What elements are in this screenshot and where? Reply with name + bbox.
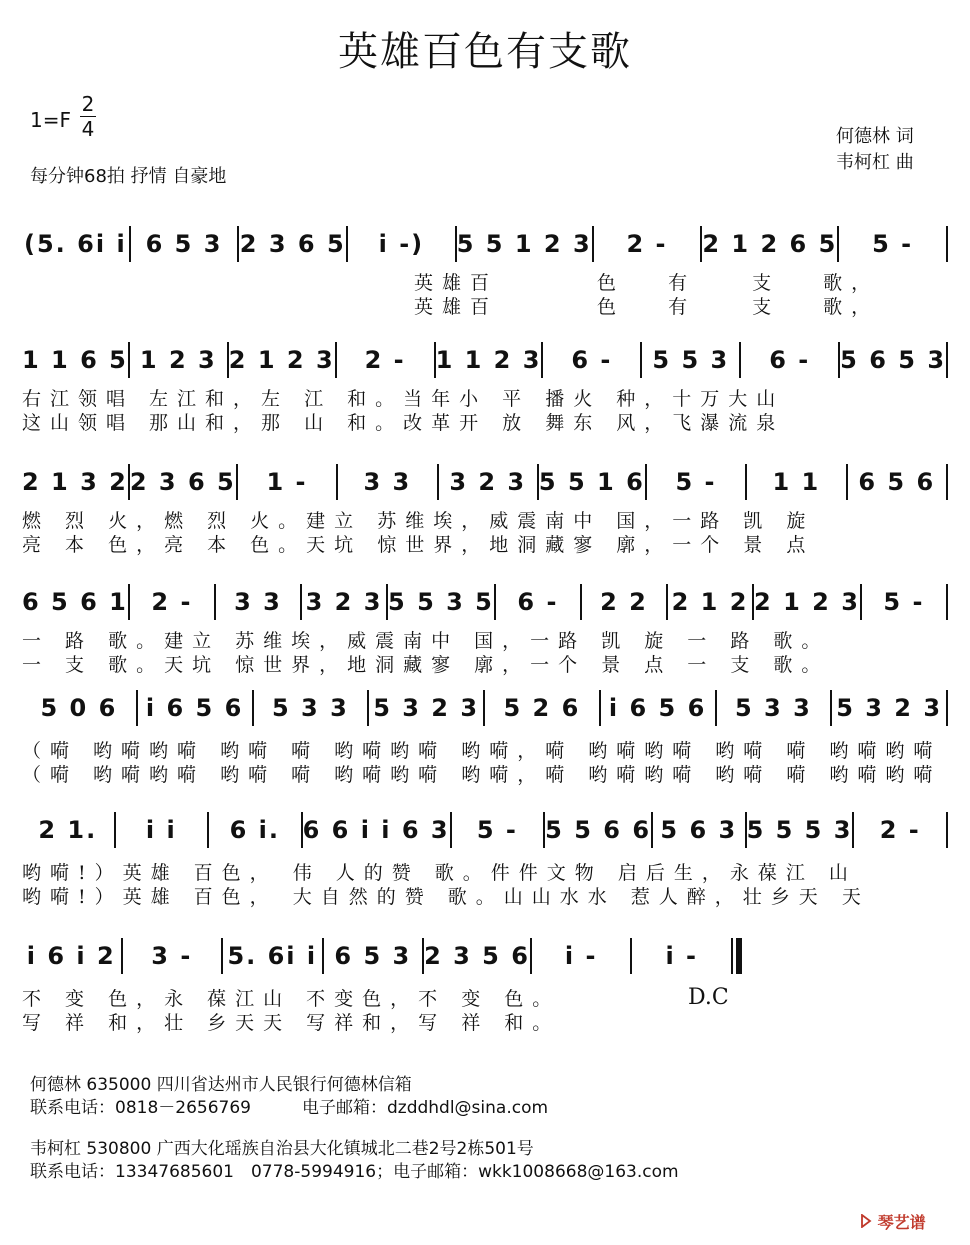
lyric-verse-1: （嗬 哟嗬哟嗬 哟嗬 嗬 哟嗬哟嗬 哟嗬，嗬 哟嗬哟嗬 哟嗬 嗬 哟嗬哟嗬 [22, 740, 942, 762]
time-top: 2 [81, 92, 95, 116]
measure: 5 5 3 5 [388, 588, 494, 616]
measure: 5 - [675, 468, 717, 496]
lyric-verse-2: 哟嗬!）英雄 百色， 大自然的赞 歌。山山水水 惹人醉，壮乡天 天 [22, 886, 870, 908]
notation-line [22, 580, 948, 624]
measure: i - [564, 942, 598, 970]
time-signature [80, 92, 96, 141]
measure: 2 - [879, 816, 921, 844]
measure: 5 5 5 3 [746, 816, 853, 844]
measure: 2 1 2 3 [754, 588, 860, 616]
notation-line [22, 934, 742, 978]
notation-line [22, 686, 948, 730]
measure: 5 2 6 [503, 694, 581, 722]
measure: 6 - [571, 346, 613, 374]
measure: 5 3 2 3 [836, 694, 943, 722]
contact-composer-phone: 联系电话：13347685601 0778-5994916；电子邮箱：wkk1008668@163.com [30, 1162, 679, 1182]
measure: 3 2 3 [305, 588, 383, 616]
site-logo [860, 1210, 926, 1233]
lyric-verse-2: 写 祥 和，壮 乡天天 写祥和，写 祥 和。 [22, 1012, 561, 1034]
measure: 5 5 1 6 [538, 468, 645, 496]
contact-lyricist-phone: 联系电话：0818－2656769 电子邮箱：dzddhdl@sina.com [30, 1098, 549, 1118]
lyric-verse-1: 右江领唱 左江和，左 江 和。当年小 平 播火 种，十万大山 [22, 388, 785, 410]
measure: i 6 5 6 [145, 694, 244, 722]
measure: 2 1 2 3 [228, 346, 335, 374]
measure: 5 0 6 [40, 694, 118, 722]
contact-composer-address: 韦柯杠 530800 广西大化瑶族自治县大化镇城北二巷2号2栋501号 [30, 1139, 534, 1159]
logo-icon [860, 1214, 872, 1228]
barline [946, 342, 948, 378]
measure: 5 - [476, 816, 518, 844]
notation-line [22, 808, 948, 852]
measure: 5 3 3 [734, 694, 812, 722]
lyric-verse-1: 燃 烈 火，燃 烈 火。建立 苏维埃，威震南中 国，一路 凯 旋 [22, 510, 815, 532]
measure: 5 3 2 3 [373, 694, 480, 722]
time-bottom: 4 [81, 117, 95, 141]
contact-lyricist-address: 何德林 635000 四川省达州市人民银行何德林信箱 [30, 1075, 412, 1095]
notation-line [22, 338, 948, 382]
measure: 1 1 6 5 [22, 346, 128, 374]
measure: 6 - [769, 346, 811, 374]
lyric-verse-2: 亮 本 色，亮 本 色。天坑 惊世界，地洞藏寥 廓，一个 景 点 [22, 534, 815, 556]
measure: 5 - [883, 588, 925, 616]
song-title: 英雄百色有支歌 [338, 29, 632, 75]
lyric-verse-2: （嗬 哟嗬哟嗬 哟嗬 嗬 哟嗬哟嗬 哟嗬，嗬 哟嗬哟嗬 哟嗬 嗬 哟嗬哟嗬 [22, 764, 942, 786]
lyric-verse-1: 不 变 色，永 葆江山 不变色，不 变 色。 [22, 988, 561, 1010]
measure: 2 - [151, 588, 193, 616]
measure: 6 5 6 1 [22, 588, 128, 616]
measure: 5 5 6 6 [545, 816, 652, 844]
lyric-verse-1: 英雄百 色 有 支 歌， [22, 272, 880, 294]
measure: 1 - [266, 468, 308, 496]
measure: 5 6 3 [660, 816, 738, 844]
measure: 2 3 5 6 [424, 942, 530, 970]
measure: 5 5 3 [652, 346, 730, 374]
measure: 2 3 6 5 [239, 230, 346, 258]
da-capo-mark: D.C [688, 985, 729, 1010]
measure: (5. 6i i [24, 230, 127, 258]
lyric-verse-2: 一 支 歌。天坑 惊世界，地洞藏寥 廓，一个 景 点 一 支 歌。 [22, 654, 830, 676]
lyricist-credit: 何德林 词 [836, 126, 914, 147]
key-signature: 1=F [30, 108, 71, 132]
measure: 3 2 3 [449, 468, 527, 496]
measure: 1 2 3 [139, 346, 217, 374]
measure: i 6 i 2 [26, 942, 116, 970]
measure: 2 - [626, 230, 668, 258]
lyric-verse-1: 一 路 歌。建立 苏维埃，威震南中 国，一路 凯 旋 一 路 歌。 [22, 630, 830, 652]
measure: 1 1 [772, 468, 821, 496]
tempo-marking: 每分钟68拍 抒情 自豪地 [30, 166, 227, 187]
measure: i - [665, 942, 698, 970]
measure: 3 3 [363, 468, 412, 496]
measure: 6 i. [229, 816, 281, 844]
measure: 2 1 3 2 [22, 468, 128, 496]
barline [946, 690, 948, 726]
measure: 2 1. [38, 816, 98, 844]
barline [946, 584, 948, 620]
logo-text: 琴艺谱 [877, 1213, 926, 1232]
measure: 3 - [151, 942, 193, 970]
composer-credit: 韦柯杠 曲 [836, 152, 914, 173]
lyric-verse-2: 这山领唱 那山和，那 山 和。改革开 放 舞东 风，飞瀑流泉 [22, 412, 785, 434]
measure: 2 2 [600, 588, 648, 616]
barline [946, 226, 948, 262]
measure: 2 3 6 5 [129, 468, 236, 496]
barline [946, 464, 948, 500]
measure: i 6 5 6 [608, 694, 707, 722]
measure: 5 3 3 [271, 694, 349, 722]
final-barline [736, 938, 742, 974]
measure: 5 6 5 3 [840, 346, 947, 374]
lyric-verse-1: 哟嗬!）英雄 百色， 伟 人的赞 歌。件件文物 启后生，永葆江 山 [22, 862, 857, 884]
measure: i i [145, 816, 177, 844]
notation-line [22, 460, 948, 504]
notation-line [22, 222, 948, 266]
measure: 2 - [364, 346, 406, 374]
lyric-verse-2: 英雄百 色 有 支 歌， [22, 296, 880, 318]
measure: 6 5 3 [145, 230, 223, 258]
measure: 3 3 [234, 588, 282, 616]
measure: 5. 6i i [227, 942, 318, 970]
measure: 6 5 3 [334, 942, 412, 970]
measure: 6 - [517, 588, 559, 616]
measure: 2 1 2 [671, 588, 749, 616]
measure: i -) [378, 230, 425, 258]
measure: 2 1 2 6 5 [702, 230, 838, 258]
measure: 6 6 i i 6 3 [302, 816, 450, 844]
measure: 5 5 1 2 3 [456, 230, 592, 258]
barline [946, 812, 948, 848]
measure: 1 1 2 3 [435, 346, 542, 374]
barline [731, 938, 733, 974]
measure: 6 5 6 [858, 468, 936, 496]
measure: 5 - [872, 230, 914, 258]
